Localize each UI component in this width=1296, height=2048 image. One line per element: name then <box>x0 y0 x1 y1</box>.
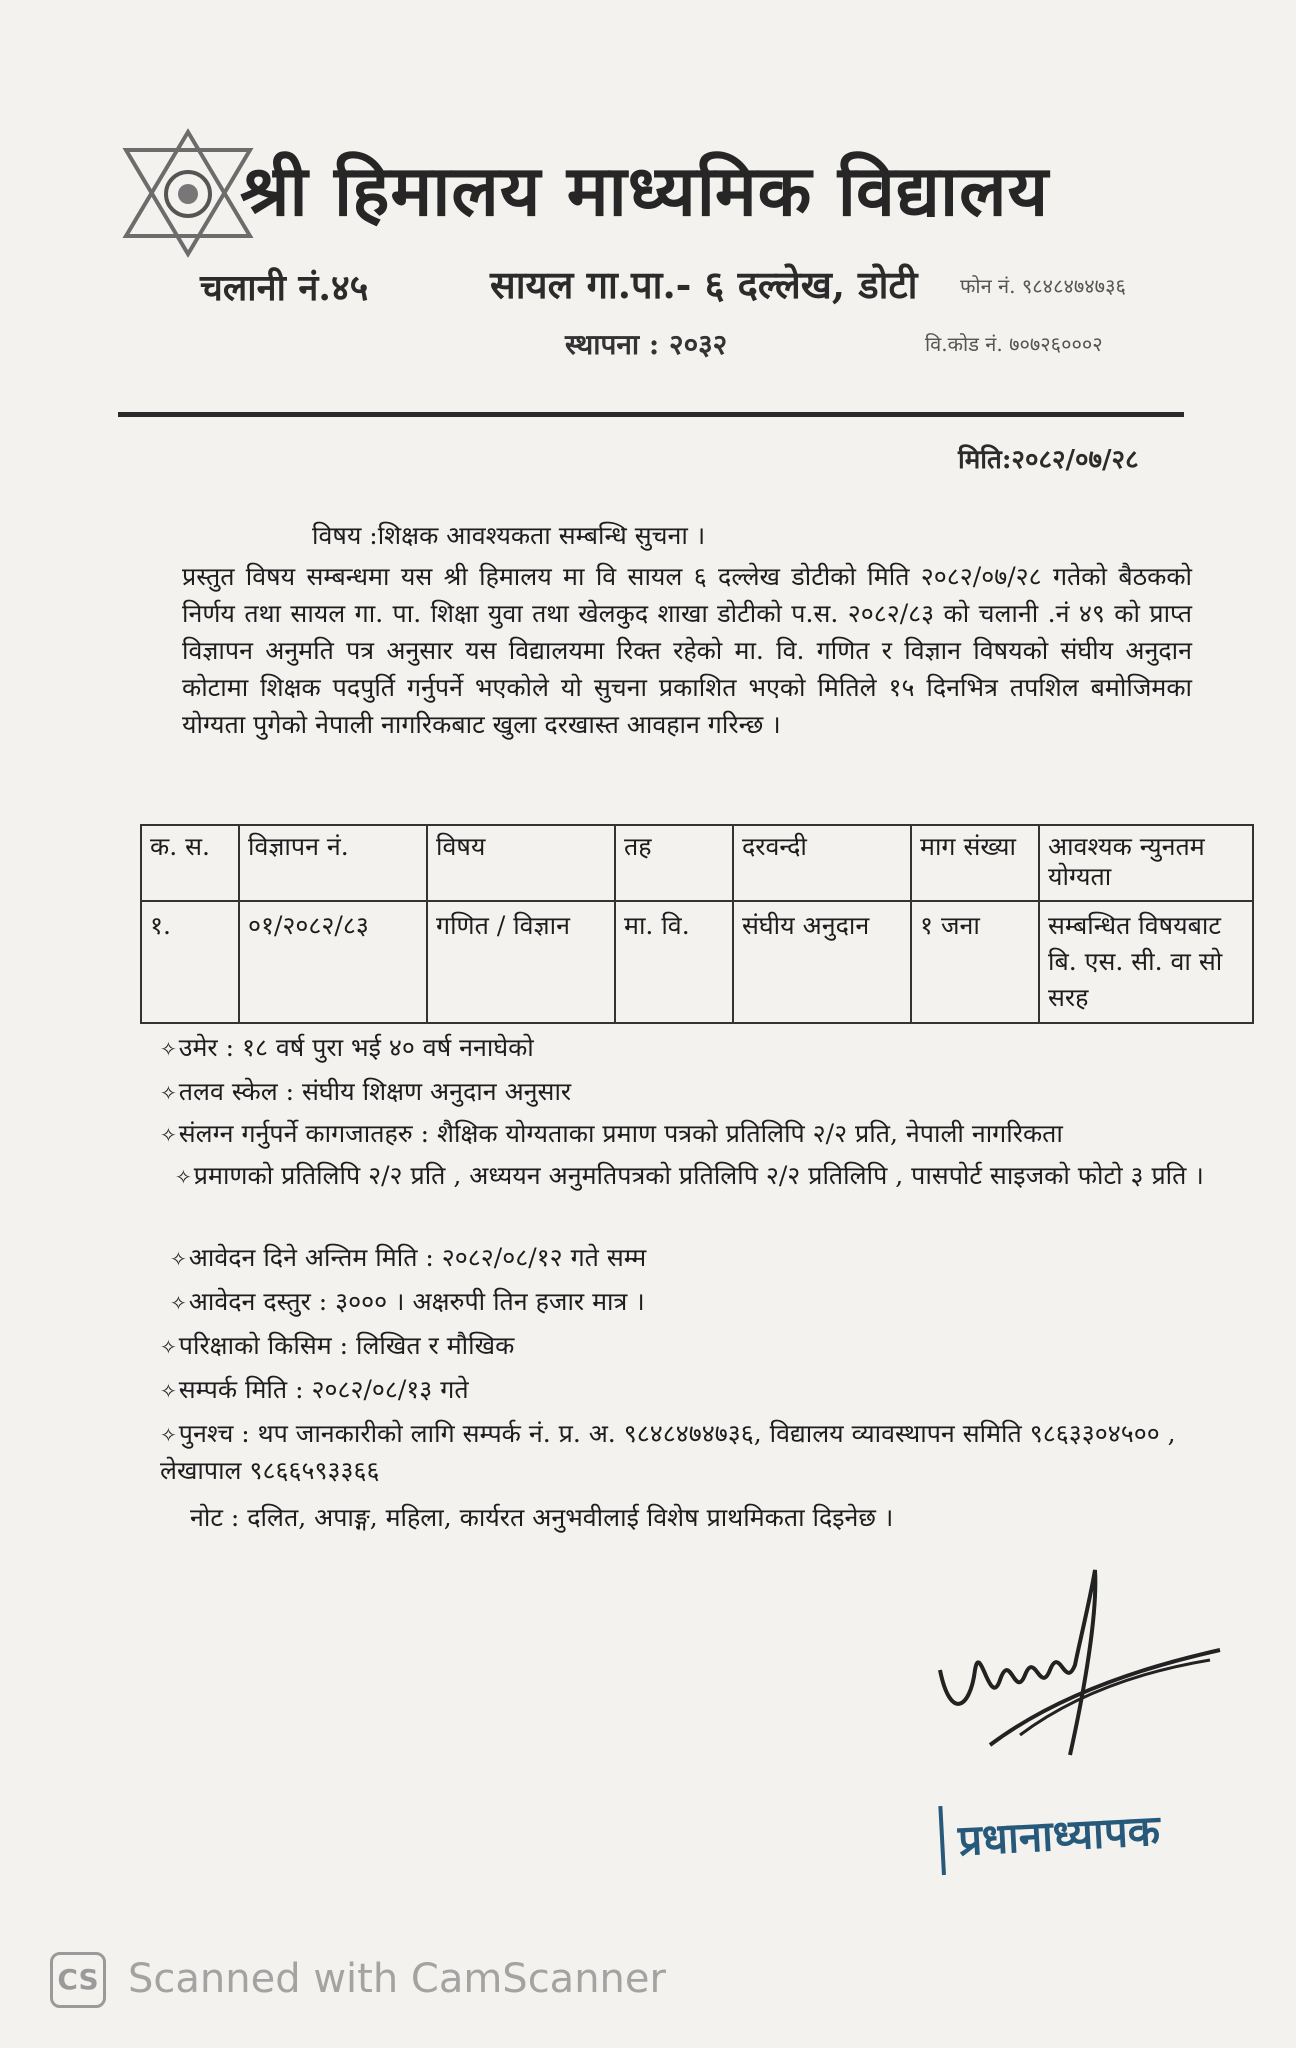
condition-text: पुनश्च : थप जानकारीको लागि सम्पर्क नं. प्र. अ. ९८४८४७४७३६, विद्यालय व्यावस्थापन समिति ९८६३३०४५०० , लेखापाल ९८६६५९३३६६ <box>160 1419 1176 1485</box>
bullet-arrow-icon: ✧ <box>160 1379 177 1403</box>
table-cell: १ जना <box>911 901 1039 1023</box>
bullet-arrow-icon: ✧ <box>175 1165 192 1189</box>
bullet-arrow-icon: ✧ <box>160 1037 177 1061</box>
camscanner-logo-icon: CS <box>50 1952 106 2008</box>
school-name: श्री हिमालय माध्यमिक विद्यालय <box>240 149 1050 232</box>
condition-age <box>160 1030 1220 1067</box>
condition-postscript <box>160 1416 1220 1489</box>
bullet-arrow-icon: ✧ <box>170 1247 187 1271</box>
table-header-cell: क. स. <box>141 825 239 901</box>
condition-text: तलव स्केल : संघीय शिक्षण अनुदान अनुसार <box>178 1077 572 1106</box>
table-cell: संघीय अनुदान <box>733 901 911 1023</box>
condition-text: आवेदन दस्तुर : ३००० । अक्षरुपी तिन हजार मात्र । <box>188 1287 645 1316</box>
condition-exam-type <box>160 1328 1220 1365</box>
condition-text: संलग्न गर्नुपर्ने कागजातहरु : शैक्षिक योग्यताका प्रमाण पत्रको प्रतिलिपि २/२ प्रति, नेपाली नागरिकता <box>178 1119 1063 1148</box>
bullet-arrow-icon: ✧ <box>160 1123 177 1147</box>
notice-paragraph: प्रस्तुत विषय सम्बन्धमा यस श्री हिमालय मा वि सायल ६ दल्लेख डोटीको मिति २०८२/०७/२८ गतेको बैठकको निर्णय तथा सायल गा. पा. शिक्षा युवा तथा खेलकुद शाखा डोटीको प.स. २०८२/८३ को चलानी .नं ४९ को प्राप्त विज्ञापन अनुमति पत्र अनुसार यस विद्यालयमा रिक्त रहेको मा. वि. गणित र विज्ञान विषयको संघीय अनुदान कोटामा शिक्षक पदपुर्ति गर्नुपर्ने भएकोले यो सुचना प्रकाशित भएको मितिले १५ दिनभित्र तपशिल बमोजिमका योग्यता पुगेको नेपाली नागरिकबाट खुला दरखास्त आवहान गरिन्छ । <box>182 562 1192 739</box>
condition-salary <box>160 1074 1220 1111</box>
bullet-arrow-icon: ✧ <box>170 1291 187 1315</box>
signature-icon <box>930 1560 1230 1770</box>
school-code: वि.कोड नं. ७०७२६०००२ <box>925 332 1103 356</box>
condition-text: उमेर : १८ वर्ष पुरा भई ४० वर्ष ननाघेको <box>178 1033 534 1062</box>
watermark-text: Scanned with CamScanner <box>128 1956 666 2002</box>
headmaster-stamp: प्रधानाध्यापक <box>938 1794 1175 1875</box>
table-cell: गणित / विज्ञान <box>427 901 615 1023</box>
school-address: सायल गा.पा.- ६ दल्लेख, डोटी <box>490 262 918 307</box>
table-header-cell: विज्ञापन नं. <box>239 825 427 901</box>
bullet-arrow-icon: ✧ <box>160 1423 177 1447</box>
table-header-cell: आवश्यक न्युनतम योग्यता <box>1039 825 1253 901</box>
condition-contact-date <box>160 1372 1220 1409</box>
notice-subject: विषय :शिक्षक आवश्यकता सम्बन्धि सुचना । <box>312 521 706 550</box>
condition-text: परिक्षाको किसिम : लिखित र मौखिक <box>178 1331 515 1360</box>
condition-fee <box>170 1284 1230 1321</box>
note: नोट : दलित, अपाङ्ग, महिला, कार्यरत अनुभवीलाई विशेष प्राथमिकता दिइनेछ । <box>190 1503 894 1532</box>
table-cell: १. <box>141 901 239 1023</box>
dispatch-number: चलानी नं.४५ <box>200 267 369 309</box>
table-row <box>141 901 1253 1023</box>
bullet-arrow-icon: ✧ <box>160 1081 177 1105</box>
table-header-cell: माग संख्या <box>911 825 1039 901</box>
table-header-cell: दरवन्दी <box>733 825 911 901</box>
nepal-star-emblem-icon <box>118 128 258 258</box>
condition-deadline <box>170 1240 1230 1277</box>
condition-documents <box>160 1116 1220 1153</box>
table-header-cell: तह <box>615 825 733 901</box>
table-cell: ०१/२०८२/८३ <box>239 901 427 1023</box>
established-year: स्थापना : २०३२ <box>565 328 728 361</box>
letterhead-divider <box>118 412 1184 417</box>
bullet-arrow-icon: ✧ <box>160 1335 177 1359</box>
condition-text: सम्पर्क मिति : २०८२/०८/१३ गते <box>178 1375 469 1404</box>
vacancy-table <box>140 824 1254 1024</box>
condition-documents-cont <box>175 1158 1215 1195</box>
school-phone: फोन नं. ९८४८४७४७३६ <box>960 274 1126 298</box>
condition-text: आवेदन दिने अन्तिम मिति : २०८२/०८/१२ गते सम्म <box>188 1243 647 1272</box>
condition-text: प्रमाणको प्रतिलिपि २/२ प्रति , अध्ययन अनुमतिपत्रको प्रतिलिपि २/२ प्रतिलिपि , पासपोर्ट साइजको फोटो ३ प्रति । <box>193 1161 1204 1190</box>
notice-date: मिति:२०८२/०७/२८ <box>958 445 1139 475</box>
table-header-cell: विषय <box>427 825 615 901</box>
table-cell: सम्बन्धित विषयबाट बि. एस. सी. वा सो सरह <box>1039 901 1253 1023</box>
table-header-row <box>141 825 1253 901</box>
table-cell: मा. वि. <box>615 901 733 1023</box>
